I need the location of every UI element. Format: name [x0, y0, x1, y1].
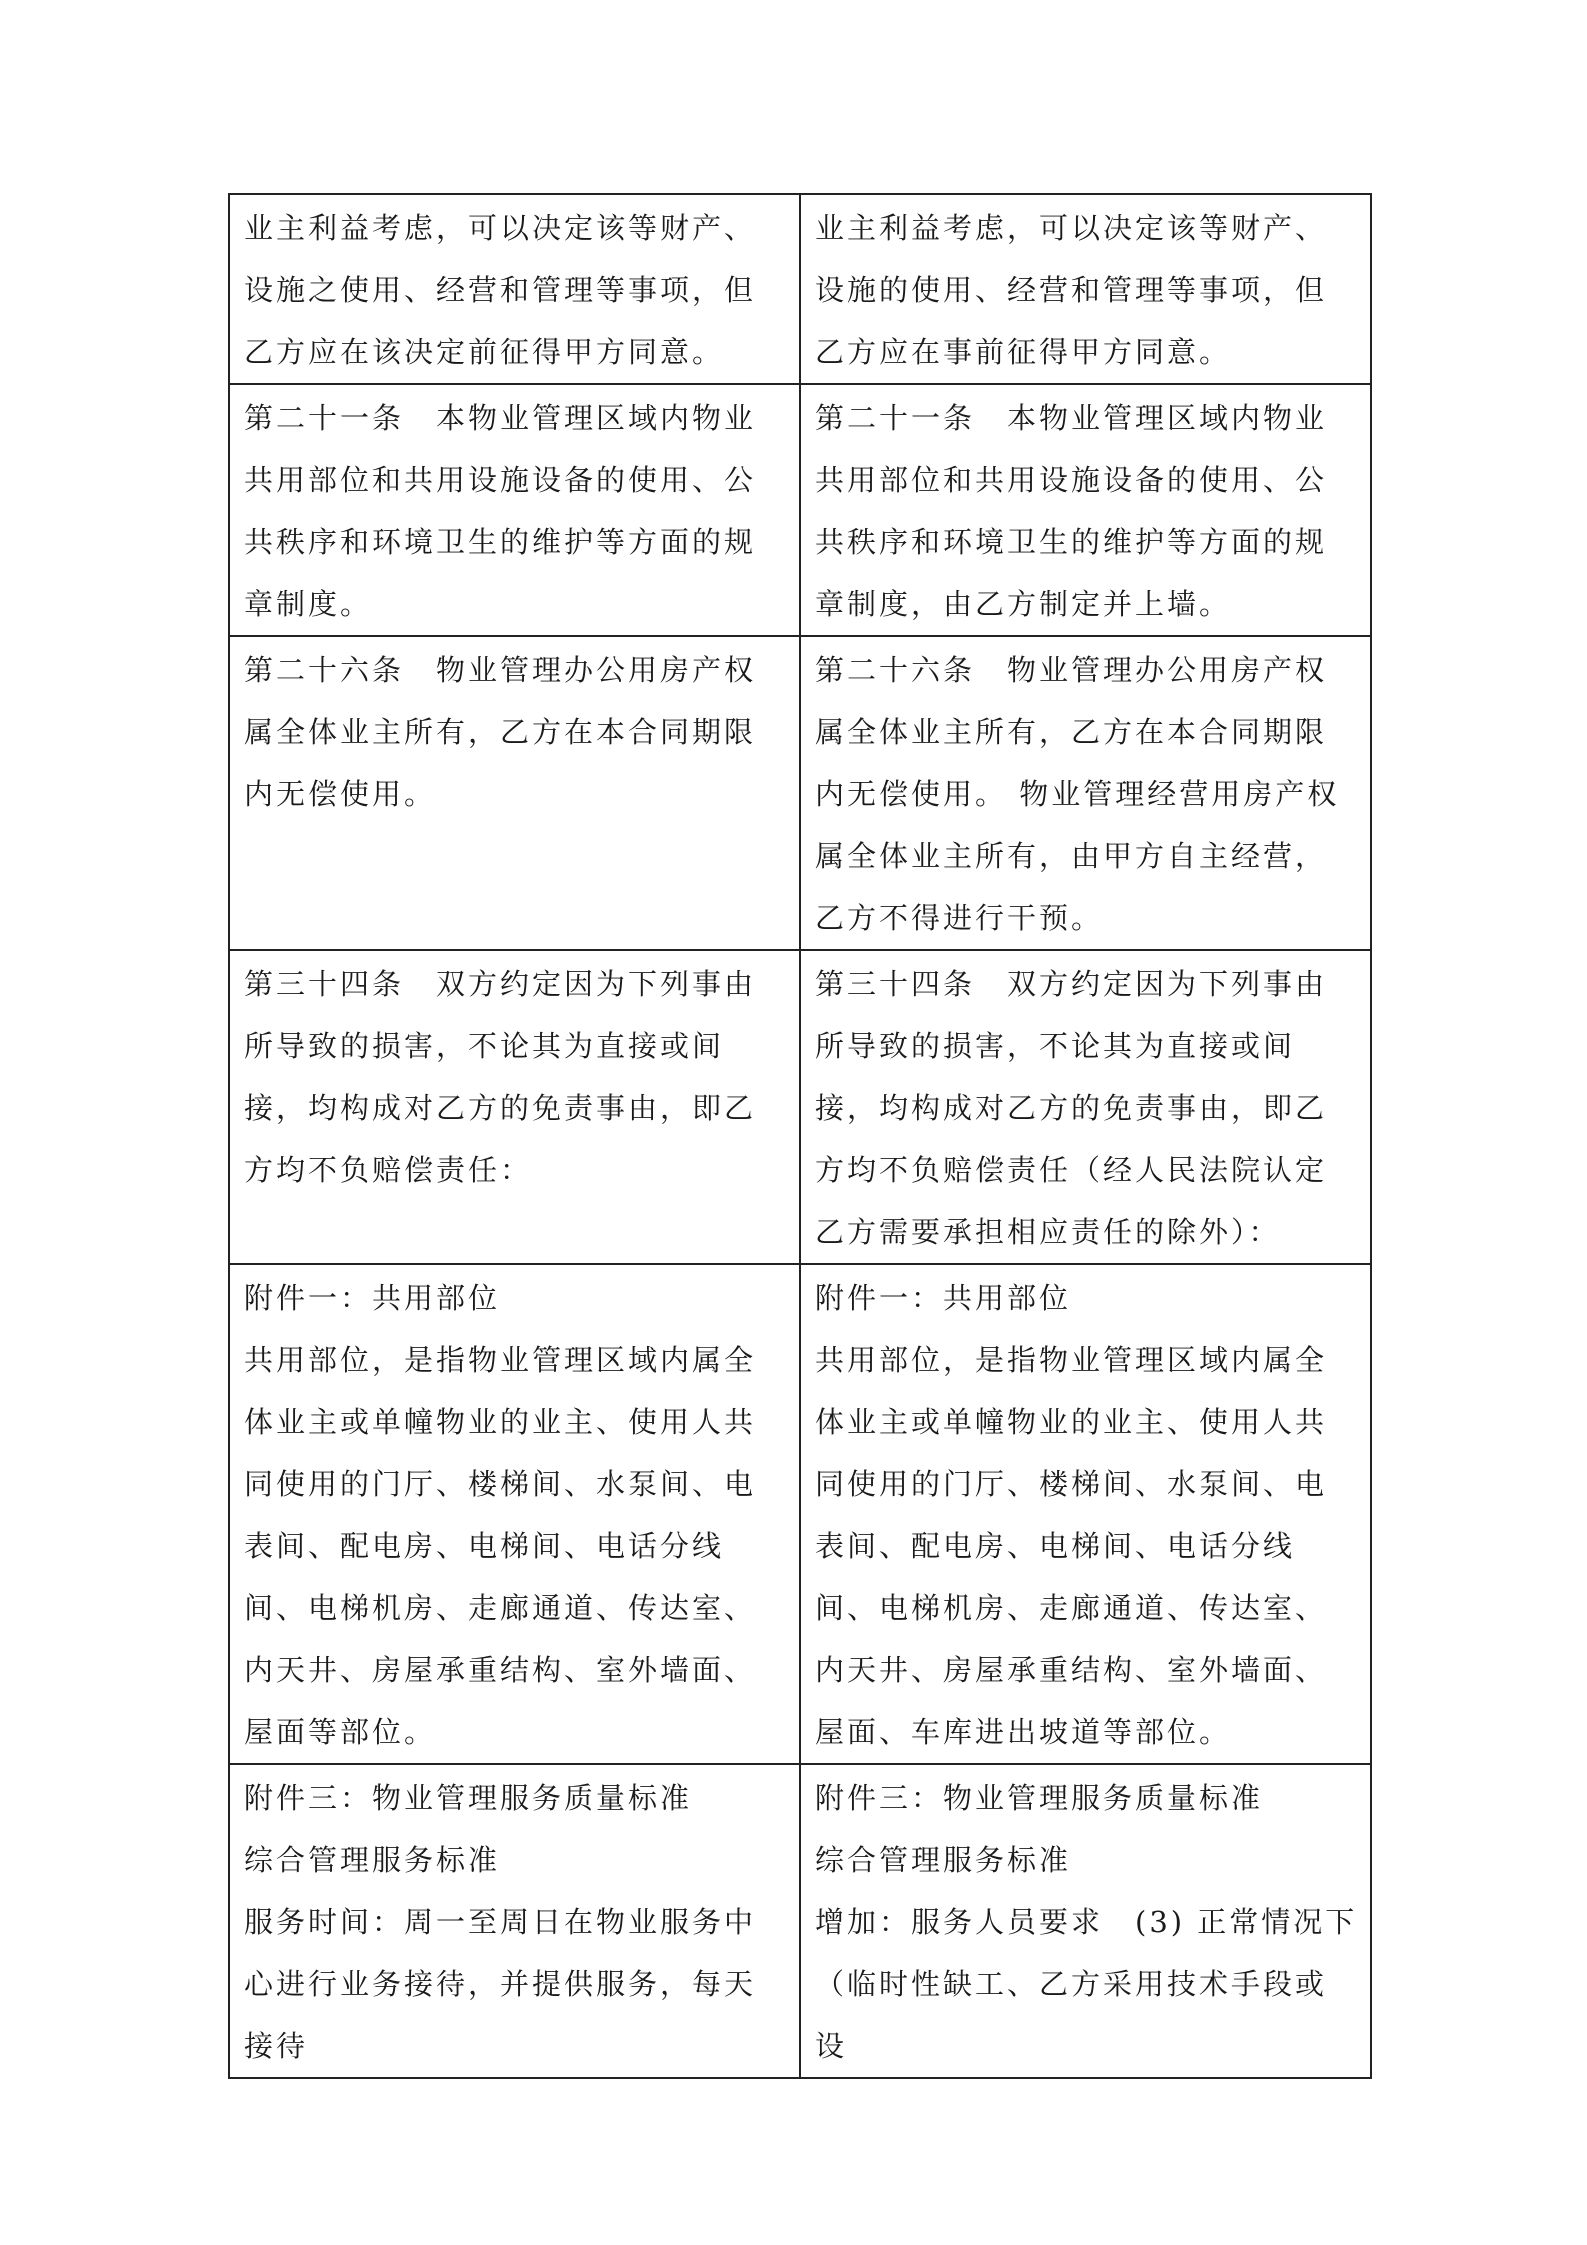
table-row — [229, 194, 1371, 384]
clause-text: 第二十六条 物业管理办公用房产权属全体业主所有，乙方在本合同期限内无偿使用。 物业管理经营用房产权属全体业主所有，由甲方自主经营，乙方不得进行干预。 — [815, 653, 1340, 935]
section-subheading: 综合管理服务标准 — [244, 1843, 501, 1877]
original-clause-cell — [229, 636, 800, 950]
table-row — [229, 950, 1371, 1264]
revised-clause-cell — [800, 636, 1371, 950]
section-subheading: 综合管理服务标准 — [815, 1843, 1072, 1877]
table-row — [229, 384, 1371, 636]
clause-text: 第三十四条 双方约定因为下列事由所导致的损害，不论其为直接或间接，均构成对乙方的免责事由，即乙方均不负赔偿责任（经人民法院认定乙方需要承担相应责任的除外）： — [815, 967, 1328, 1249]
revised-clause-cell — [800, 1264, 1371, 1764]
original-clause-cell — [229, 384, 800, 636]
revised-clause-cell — [800, 384, 1371, 636]
comparison-table — [228, 193, 1372, 2079]
table-row — [229, 636, 1371, 950]
clause-text: 增加：服务人员要求 (3) 正常情况下（临时性缺工、乙方采用技术手段或设 — [815, 1905, 1358, 2063]
original-clause-cell — [229, 950, 800, 1264]
clause-text: 第三十四条 双方约定因为下列事由所导致的损害，不论其为直接或间接，均构成对乙方的免责事由，即乙方均不负赔偿责任： — [244, 967, 757, 1187]
clause-text: 服务时间：周一至周日在物业服务中心进行业务接待，并提供服务，每天接待 — [244, 1905, 757, 2063]
table-row — [229, 1264, 1371, 1764]
appendix-heading: 附件三：物业管理服务质量标准 — [815, 1781, 1264, 1815]
clause-text: 共用部位，是指物业管理区域内属全体业主或单幢物业的业主、使用人共同使用的门厅、楼梯间、水泵间、电表间、配电房、电梯间、电话分线间、电梯机房、走廊通道、传达室、内天井、房屋承重结构、室外墙面、屋面等部位。 — [244, 1343, 757, 1749]
revised-clause-cell — [800, 950, 1371, 1264]
revised-clause-cell — [800, 1764, 1371, 2078]
clause-text: 共用部位，是指物业管理区域内属全体业主或单幢物业的业主、使用人共同使用的门厅、楼梯间、水泵间、电表间、配电房、电梯间、电话分线间、电梯机房、走廊通道、传达室、内天井、房屋承重结构、室外墙面、屋面、车库进出坡道等部位。 — [815, 1343, 1328, 1749]
table-row — [229, 1764, 1371, 2078]
clause-text: 第二十一条 本物业管理区域内物业共用部位和共用设施设备的使用、公共秩序和环境卫生的维护等方面的规章制度，由乙方制定并上墙。 — [815, 401, 1328, 621]
original-clause-cell — [229, 1264, 800, 1764]
original-clause-cell — [229, 194, 800, 384]
appendix-heading: 附件三：物业管理服务质量标准 — [244, 1781, 693, 1815]
appendix-heading: 附件一：共用部位 — [244, 1281, 501, 1315]
clause-text: 第二十六条 物业管理办公用房产权属全体业主所有，乙方在本合同期限内无偿使用。 — [244, 653, 757, 811]
original-clause-cell — [229, 1764, 800, 2078]
clause-text: 业主利益考虑，可以决定该等财产、设施的使用、经营和管理等事项，但乙方应在事前征得甲方同意。 — [815, 211, 1328, 369]
clause-text: 第二十一条 本物业管理区域内物业共用部位和共用设施设备的使用、公共秩序和环境卫生的维护等方面的规章制度。 — [244, 401, 757, 621]
revised-clause-cell — [800, 194, 1371, 384]
clause-text: 业主利益考虑，可以决定该等财产、设施之使用、经营和管理等事项，但乙方应在该决定前征得甲方同意。 — [244, 211, 757, 369]
appendix-heading: 附件一：共用部位 — [815, 1281, 1072, 1315]
